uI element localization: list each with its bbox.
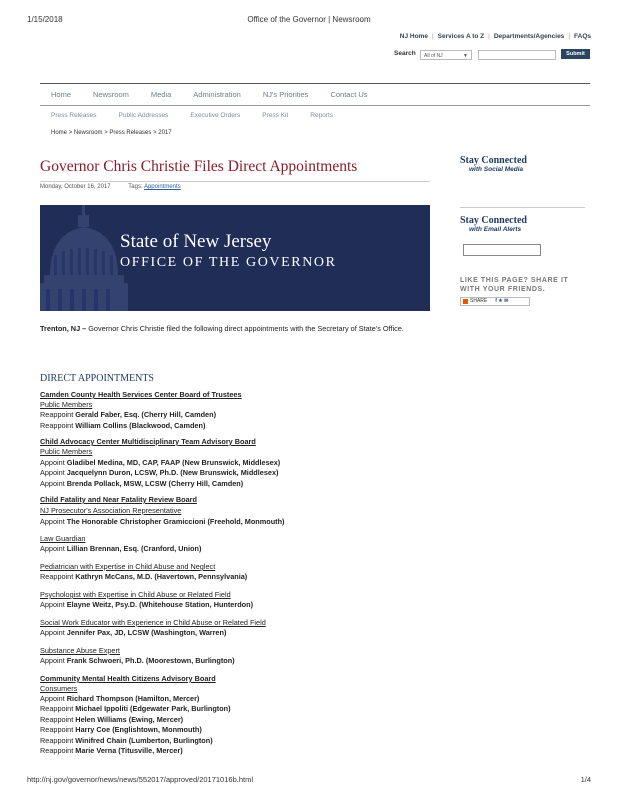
search-label: Search (394, 50, 416, 57)
appointment-entry (40, 715, 183, 724)
appointment-entry (40, 410, 216, 419)
appointment-entry (40, 656, 235, 665)
search-scope-select[interactable] (420, 50, 472, 60)
main-nav-home[interactable]: Home (51, 90, 72, 99)
heading-text: Public Members (40, 447, 93, 456)
appointee-name: Jennifer Pax, JD, LCSW (Washington, Warren) (66, 628, 227, 637)
search-submit-button[interactable]: Submit (561, 49, 590, 59)
appointment-entry (40, 628, 226, 637)
chevron-down-icon: ▼ (463, 53, 468, 59)
share-prompt: LIKE THIS PAGE? SHARE IT WITH YOUR FRIENDS. (460, 277, 569, 293)
board-heading (40, 437, 256, 446)
main-nav-media[interactable]: Media (150, 90, 172, 99)
tags-label: Tags: (128, 184, 143, 190)
appointee-name: Marie Verna (Titusville, Mercer) (75, 746, 183, 755)
top-nav-separator: | (431, 33, 434, 40)
heading-text: Substance Abuse Expert (40, 646, 120, 655)
sub-nav-executive-orders[interactable]: Executive Orders (190, 112, 241, 119)
governor-banner (40, 205, 430, 311)
appointment-action: Appoint (40, 517, 67, 526)
appointment-action: Reappoint (40, 746, 76, 755)
appointee-name: Helen Williams (Ewing, Mercer) (75, 715, 184, 724)
top-nav-faqs[interactable]: FAQs (574, 33, 591, 40)
category-label (40, 562, 215, 571)
appointment-action: Reappoint (40, 736, 76, 745)
appointment-entry (40, 479, 243, 488)
appointment-entry (40, 421, 205, 430)
board-heading (40, 674, 216, 683)
intro-paragraph (40, 324, 404, 333)
share-icon (463, 299, 468, 304)
heading-text: Law Guardian (40, 534, 86, 543)
breadcrumb-home[interactable]: Home (51, 130, 68, 136)
category-label (40, 447, 92, 456)
banner-title: State of New Jersey (120, 231, 272, 252)
email-connect-block (460, 215, 527, 233)
category-label (40, 646, 120, 655)
social-icons: f ★ ✉ (495, 298, 509, 304)
appointment-entry (40, 572, 247, 581)
appointment-action: Reappoint (40, 572, 76, 581)
breadcrumb (51, 130, 172, 136)
appointment-action: Appoint (40, 544, 67, 553)
breadcrumb-press-releases[interactable]: > Press Releases (104, 130, 152, 136)
sidebar-rule (460, 207, 585, 208)
appointment-action: Appoint (40, 656, 67, 665)
board-heading (40, 495, 197, 504)
appointee-name: Gladibel Medina, MD, CAP, FAAP (New Brunswick, Middlesex) (66, 458, 281, 467)
social-connect-subtitle[interactable]: with Social Media (469, 166, 524, 173)
main-nav-bottom-rule (40, 105, 590, 106)
breadcrumb-newsroom[interactable]: > Newsroom (68, 130, 103, 136)
title-rule (40, 181, 430, 182)
appointee-name: Harry Coe (Englishtown, Monmouth) (75, 725, 202, 734)
appointee-name: Michael Ippoliti (Edgewater Park, Burlington) (75, 704, 231, 713)
appointment-action: Appoint (40, 628, 67, 637)
search-bar (394, 50, 585, 62)
capitol-dome-icon (40, 205, 130, 311)
top-nav-departments[interactable]: Departments/Agencies (493, 33, 565, 40)
category-label (40, 534, 85, 543)
footer-url: http://nj.gov/governor/news/news/552017/approved/20171016b.html (27, 775, 253, 784)
email-connect-subtitle: with Email Alerts (469, 226, 522, 233)
category-label (40, 684, 77, 693)
article-date: Monday, October 16, 2017 (40, 184, 111, 190)
appointment-entry (40, 704, 231, 713)
appointment-entry (40, 746, 183, 755)
appointee-name: Kathryn McCans, M.D. (Havertown, Pennsylvania) (75, 572, 248, 581)
main-nav-administration[interactable]: Administration (193, 90, 241, 99)
intro-text: Governor Chris Christie filed the following direct appointments with the Secretary of State's Office. (86, 324, 404, 333)
appointment-entry (40, 458, 280, 467)
search-input[interactable] (478, 50, 556, 60)
print-title: Office of the Governor | Newsroom (247, 15, 371, 24)
heading-text: Consumers (40, 684, 78, 693)
category-label (40, 590, 231, 599)
appointment-action: Reappoint (40, 421, 76, 430)
appointment-action: Appoint (40, 600, 67, 609)
banner-subtitle: OFFICE OF THE GOVERNOR (120, 255, 337, 270)
top-nav-separator: | (568, 33, 571, 40)
tag-link[interactable]: Appointments (143, 184, 181, 190)
appointment-action: Appoint (40, 458, 67, 467)
appointment-action: Appoint (40, 694, 67, 703)
top-nav (400, 33, 591, 40)
sub-nav (51, 112, 355, 119)
heading-text: Psychologist with Expertise in Child Abuse or Related Field (40, 590, 231, 599)
appointee-name: Winifred Chain (Lumberton, Burlington) (75, 736, 213, 745)
heading-text: NJ Prosecutor's Association Representative (40, 506, 182, 515)
sub-nav-public-addresses[interactable]: Public Addresses (118, 112, 169, 119)
appointee-name: Richard Thompson (Hamilton, Mercer) (66, 694, 200, 703)
page-title: Governor Chris Christie Files Direct Appointments (40, 158, 358, 175)
appointee-name: Jacquelynn Duron, LCSW, Ph.D. (New Brunswick, Middlesex) (66, 468, 279, 477)
appointment-entry (40, 694, 199, 703)
category-label (40, 618, 266, 627)
appointment-entry (40, 736, 213, 745)
top-nav-nj-home[interactable]: NJ Home (399, 33, 428, 40)
appointment-action: Reappoint (40, 410, 76, 419)
category-label (40, 400, 92, 409)
heading-text: Social Work Educator with Experience in Child Abuse or Related Field (40, 618, 266, 627)
heading-text: Child Advocacy Center Multidisciplinary Team Advisory Board (40, 437, 256, 446)
section-heading: DIRECT APPOINTMENTS (40, 373, 154, 384)
top-nav-services[interactable]: Services A to Z (437, 33, 485, 40)
heading-text: Pediatrician with Expertise in Child Abuse and Neglect (40, 562, 216, 571)
main-nav-contact[interactable]: Contact Us (330, 90, 368, 99)
main-nav-top-rule (40, 83, 590, 84)
category-label (40, 506, 181, 515)
main-nav-newsroom[interactable]: Newsroom (93, 90, 129, 99)
sub-nav-reports[interactable]: Reports (310, 112, 334, 119)
appointee-name: Gerald Faber, Esq. (Cherry Hill, Camden) (75, 410, 217, 419)
article-meta (40, 184, 181, 190)
appointee-name: The Honorable Christopher Gramiccioni (Freehold, Monmouth) (66, 517, 285, 526)
appointment-entry (40, 468, 278, 477)
share-button-label: SHARE (470, 298, 488, 304)
heading-text: Child Fatality and Near Fatality Review Board (40, 495, 197, 504)
appointment-action: Reappoint (40, 715, 76, 724)
social-connect-block (460, 155, 527, 173)
appointee-name: William Collins (Blackwood, Camden) (75, 421, 206, 430)
email-input[interactable] (463, 244, 541, 256)
appointment-entry (40, 725, 202, 734)
top-nav-separator: | (488, 33, 490, 40)
appointment-action: Appoint (40, 479, 67, 488)
appointment-action: Appoint (40, 468, 67, 477)
heading-text: Community Mental Health Citizens Advisory Board (40, 674, 216, 683)
social-connect-title: Stay Connected (460, 155, 527, 166)
appointment-entry (40, 517, 284, 526)
dateline: Trenton, NJ – (40, 324, 87, 333)
heading-text: Camden County Health Services Center Board of Trustees (40, 390, 242, 399)
print-date: 1/15/2018 (27, 15, 63, 24)
sub-nav-press-releases[interactable]: Press Releases (51, 112, 97, 119)
share-button[interactable] (460, 297, 530, 306)
appointment-action: Reappoint (40, 725, 76, 734)
appointment-entry (40, 600, 253, 609)
appointee-name: Brenda Pollack, MSW, LCSW (Cherry Hill, Camden) (66, 479, 244, 488)
appointee-name: Elayne Weitz, Psy.D. (Whitehouse Station, Hunterdon) (66, 600, 254, 609)
sub-nav-press-kit[interactable]: Press Kit (262, 112, 289, 119)
main-nav (51, 90, 390, 99)
breadcrumb-year[interactable]: > 2017 (153, 130, 172, 136)
main-nav-priorities[interactable]: NJ's Priorities (262, 90, 309, 99)
appointment-entry (40, 544, 201, 553)
appointee-name: Frank Schwoeri, Ph.D. (Moorestown, Burlington) (66, 656, 235, 665)
heading-text: Public Members (40, 400, 93, 409)
appointment-action: Reappoint (40, 704, 76, 713)
footer-page: 1/4 (580, 775, 591, 784)
search-scope-value: All of NJ (424, 53, 443, 59)
appointee-name: Lillian Brennan, Esq. (Cranford, Union) (66, 544, 202, 553)
board-heading (40, 390, 242, 399)
email-connect-title: Stay Connected (460, 215, 527, 226)
